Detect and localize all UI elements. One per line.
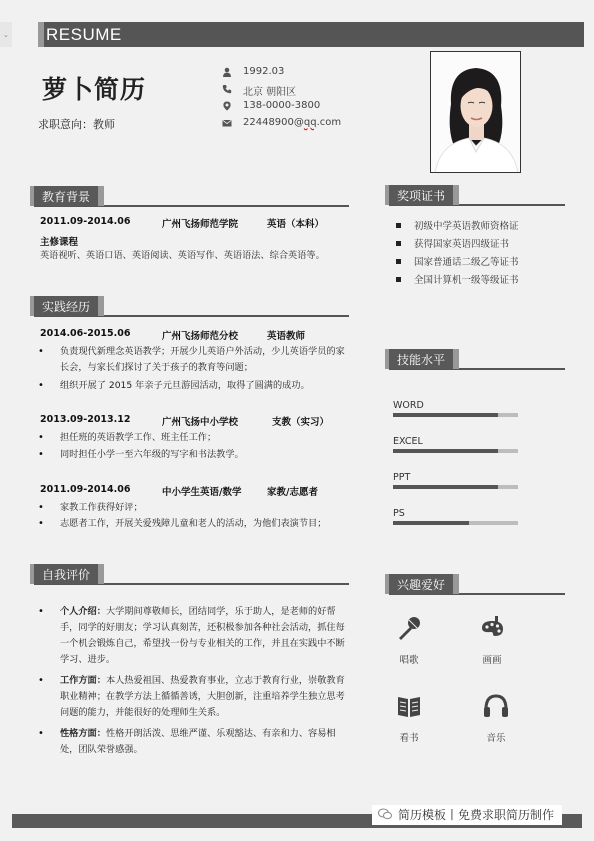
section-title: 奖项证书 (389, 185, 453, 205)
award-item: 初级中学英语教师资格证 (393, 218, 519, 236)
self-eval-item: • 个人介绍：大学期间尊敬师长，团结同学，乐于助人，是老师的好帮手，同学的好朋友；学习认真刻苦，还积极参加各种社会活动，抓住每一个机会锻炼自己，希望找一份与专业相关的工作，并且在实践中不断学习、进步。 (60, 604, 350, 668)
section-title: 教育背景 (34, 186, 98, 206)
email: 22448900@qq.com (243, 117, 342, 128)
award-item: 国家普通话二级乙等证书 (393, 254, 519, 272)
phone-handset-icon (222, 84, 232, 94)
hobby-painting (462, 614, 522, 666)
self-eval-item: • 性格方面：性格开朗活泼、思维严谨、乐观豁达、有亲和力、容易相处，团队荣誉感强。 (60, 726, 350, 758)
hobby-reading (379, 692, 439, 744)
section-practice (34, 296, 349, 316)
job-bullet: • 组织开展了 2015 年亲子元旦游园活动，取得了圆满的成功。 (60, 378, 350, 394)
skill-bar (393, 413, 518, 417)
watermark-text: 简历模板丨免费求职简历制作 (398, 808, 555, 822)
job-org: 中小学生英语/数学 (162, 487, 242, 498)
skill-bar-fill (393, 413, 498, 417)
candidate-name: 萝卜简历 (42, 75, 147, 104)
skill-label: WORD (393, 400, 424, 411)
hobby-label: 唱歌 (399, 655, 419, 666)
watermark (372, 805, 562, 825)
job-period: 2011.09-2014.06 (40, 484, 131, 495)
book-icon (395, 692, 423, 720)
job-org: 广州飞扬师范分校 (162, 331, 239, 342)
job-org: 广州飞扬中小学校 (162, 417, 239, 428)
award-item: 全国计算机一级等级证书 (393, 272, 519, 290)
location-pin-icon (222, 101, 232, 111)
awards-list (393, 218, 519, 290)
chevron-down-icon[interactable]: ⌄ (3, 31, 9, 39)
hobby-label: 看书 (399, 733, 419, 744)
job-period: 2014.06-2015.06 (40, 328, 131, 339)
skill-label: PPT (393, 472, 411, 483)
title-bar-accent (38, 22, 44, 47)
job-bullet: • 负责现代新理念英语教学；开展少儿英语户外活动，少儿英语学员的家长会，与家长们探讨了关于孩子的教育等问题； (60, 344, 350, 376)
skill-bar-fill (393, 521, 469, 525)
section-awards (389, 185, 565, 205)
job-intent: 求职意向：教师 (38, 118, 115, 131)
courses-label: 主修课程 (40, 237, 79, 248)
skill-bar (393, 449, 518, 453)
skill-bar (393, 485, 518, 489)
skill-word (393, 400, 518, 417)
skill-excel (393, 436, 518, 453)
birth-date: 1992.03 (243, 66, 285, 77)
job-role: 支教（实习） (272, 417, 330, 428)
wechat-icon (378, 808, 392, 820)
location: 北京 朝阳区 (243, 87, 297, 98)
edu-period: 2011.09-2014.06 (40, 216, 131, 227)
headphones-icon (482, 692, 510, 720)
hobby-singing (379, 614, 439, 666)
section-title: 兴趣爱好 (389, 574, 453, 594)
section-education (34, 186, 349, 206)
skill-bar-fill (393, 449, 498, 453)
skill-label: PS (393, 508, 405, 519)
section-title: 自我评价 (34, 564, 98, 584)
courses-text: 英语视听、英语口语、英语阅读、英语写作、英语语法、综合英语等。 (40, 250, 325, 261)
edu-school: 广州飞扬师范学院 (162, 219, 239, 230)
job-bullet: • 家教工作获得好评； (60, 500, 350, 516)
section-title: 实践经历 (34, 296, 98, 316)
skill-ppt (393, 472, 518, 489)
section-hobbies (389, 574, 565, 594)
microphone-icon (395, 614, 423, 642)
self-eval-item: • 工作方面：本人热爱祖国、热爱教育事业，立志于教育行业，崇敬教育职业精神；在教学方法上循循善诱，大胆创新，注重培养学生独立思考问题的能力，并能很好的处理师生关系。 (60, 673, 350, 721)
skill-bar-fill (393, 485, 498, 489)
hobby-label: 画画 (482, 655, 502, 666)
resume-title: RESUME (46, 25, 122, 44)
job-bullet: • 志愿者工作，开展关爱残障儿童和老人的活动，为他们表演节目； (60, 516, 350, 532)
job-bullet: • 担任班的英语教学工作、班主任工作； (60, 430, 350, 446)
job-period: 2013.09-2013.12 (40, 414, 131, 425)
envelope-icon (222, 118, 232, 128)
job-role: 英语教师 (267, 331, 306, 342)
section-self-evaluation (34, 564, 349, 584)
phone-number: 138-0000-3800 (243, 100, 321, 111)
person-icon (222, 67, 232, 77)
section-skills (389, 349, 565, 369)
skill-bar (393, 521, 518, 525)
skill-ps (393, 508, 518, 525)
job-bullet: • 同时担任小学一至六年级的写字和书法教学。 (60, 447, 350, 463)
award-item: 获得国家英语四级证书 (393, 236, 519, 254)
resume-header-bar (0, 22, 586, 47)
resume-title-bar (38, 22, 584, 47)
palette-icon (478, 614, 506, 642)
hobby-music (466, 692, 526, 744)
job-role: 家教/志愿者 (267, 487, 318, 498)
hobby-label: 音乐 (486, 733, 506, 744)
profile-photo (430, 51, 521, 173)
collapse-handle[interactable] (0, 22, 12, 47)
edu-major: 英语（本科） (267, 219, 325, 230)
section-title: 技能水平 (389, 349, 453, 369)
skill-label: EXCEL (393, 436, 423, 447)
